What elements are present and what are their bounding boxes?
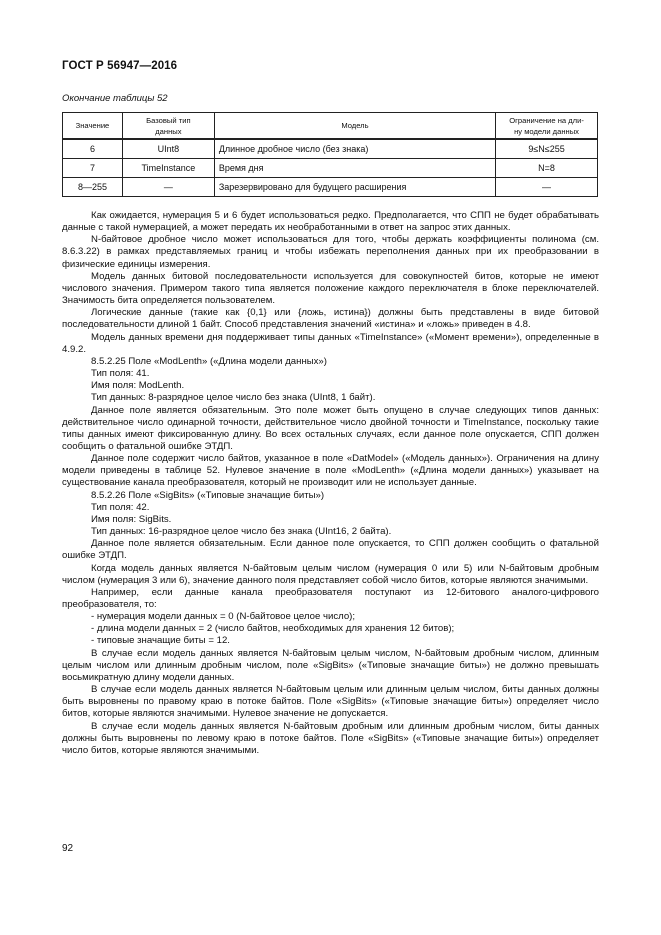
table-cell: Время дня: [214, 159, 495, 178]
body-text: [62, 210, 599, 757]
paragraph: Как ожидается, нумерация 5 и 6 будет использоваться редко. Предполагается, что СПП не будет обрабатывать данные с такой нумерацией, а может передать их необработанными в ответ на запрос этих данных.: [62, 210, 599, 234]
table-cell: 9≤N≤255: [496, 139, 598, 159]
column-header: Базовый тип данных: [122, 113, 214, 140]
table-cell: 8—255: [63, 178, 123, 197]
table-cell: Длинное дробное число (без знака): [214, 139, 495, 159]
table-cell: Зарезервировано для будущего расширения: [214, 178, 495, 197]
paragraph: Имя поля: ModLenth.: [91, 380, 185, 392]
table-cell: —: [122, 178, 214, 197]
data-model-table: [62, 112, 598, 197]
table-cell: N=8: [496, 159, 598, 178]
table-cell: TimeInstance: [122, 159, 214, 178]
column-header: Ограничение на дли- ну модели данных: [496, 113, 598, 140]
table-row: [63, 178, 598, 197]
paragraph: В случае если модель данных является N-байтовым целым числом, N-байтовым дробным числом, длинным целым числом или длинным дробным числом, поле «SigBits» («Типовые значащие биты») не должно превышать восьмикратную длину модели данных.: [62, 647, 599, 683]
paragraph: Например, если данные канала преобразователя поступают из 12-битового аналого-цифрового преобразователя, то:: [62, 586, 599, 610]
paragraph: N-байтовое дробное число может использоваться для того, чтобы держать коэффициенты полинома (см. 8.6.3.22) в рамках представляемых границ и чтобы избежать переполнения данных при их преобразовании в физические единицы измерения.: [62, 234, 599, 270]
paragraph: В случае если модель данных является N-байтовым дробным или длинным дробным числом, биты данных должны быть выровнены по левому краю в потоке байтов. Поле «SigBits» («Типовые значащие биты») определяет число битов, которые являются значимыми.: [62, 720, 599, 756]
paragraph: Данное поле содержит число байтов, указанное в поле «DatModel» («Модель данных»). Ограничения на длину модели приведены в таблице 52. Нулевое значение в поле «ModLenth» («Длина модели данных») указывает на существование канала преобразователя, который не производит или не использует данные.: [62, 453, 599, 489]
column-header: Модель: [214, 113, 495, 140]
paragraph: Тип поля: 41.: [91, 368, 150, 380]
paragraph: В случае если модель данных является N-байтовым целым или длинным целым числом, биты данных должны быть выровнены по правому краю в потоке байтов. Поле «SigBits» («Типовые значащие биты») определяет число битов, которые являются значимыми. Нулевое значение не допускается.: [62, 684, 599, 720]
paragraph: Модель данных времени дня поддерживает типы данных «TimeInstance» («Момент времени»), определенные в 4.9.2.: [62, 331, 599, 355]
list-item: - нумерация модели данных = 0 (N-байтовое целое число);: [91, 611, 356, 623]
list-item: - типовые значащие биты = 12.: [91, 635, 230, 647]
table-cell: 7: [63, 159, 123, 178]
section-heading: 8.5.2.25 Поле «ModLenth» («Длина модели данных»): [91, 355, 327, 367]
table-cell: UInt8: [122, 139, 214, 159]
list-item: - длина модели данных = 2 (число байтов, необходимых для хранения 12 битов);: [91, 623, 455, 635]
page-number: 92: [62, 843, 74, 854]
table-cell: —: [496, 178, 598, 197]
table-caption: Окончание таблицы 52: [62, 93, 168, 104]
paragraph: Логические данные (такие как {0,1} или {ложь, истина}) должны быть представлены в виде битовой последовательности длиной 1 байт. Способ представления значений «истина» и «ложь» приведен в 4.8.: [62, 307, 599, 331]
paragraph: Данное поле является обязательным. Если данное поле опускается, то СПП должен сообщить о фатальной ошибке ЭТДП.: [62, 538, 599, 562]
table-row: [63, 139, 598, 159]
paragraph: Данное поле является обязательным. Это поле может быть опущено в случае следующих типов данных: действительное число одинарной точности, действительное число двойной точности и TimeInstance, поскольку такие типы данных имеют фиксированную длину. Во всех остальных случаях, если данное поле опускается, СПП должен сообщить о фатальной ошибке ЭТДП.: [62, 404, 599, 452]
table-cell: 6: [63, 139, 123, 159]
column-header: Значение: [63, 113, 123, 140]
table-row: [63, 159, 598, 178]
paragraph: Тип поля: 42.: [91, 501, 150, 513]
paragraph: Тип данных: 16-разрядное целое число без знака (UInt16, 2 байта).: [91, 526, 392, 538]
paragraph: Имя поля: SigBits.: [91, 513, 172, 525]
table-header-row: [63, 113, 598, 140]
paragraph: Модель данных битовой последовательности используется для совокупностей битов, которые не имеют числового значения. Примером такого типа является положение каждого переключателя в блоке переключателей. Значимость бита определяется пользователем.: [62, 270, 599, 307]
paragraph: Когда модель данных является N-байтовым целым числом (нумерация 0 или 5) или N-байтовым дробным числом (нумерация 3 или 6), значение данного поля представляет собой число битов, которые являются значимыми.: [62, 562, 599, 586]
standard-title: ГОСТ Р 56947—2016: [62, 60, 178, 72]
section-heading: 8.5.2.26 Поле «SigBits» («Типовые значащие биты»): [91, 489, 325, 501]
paragraph: Тип данных: 8-разрядное целое число без знака (UInt8, 1 байт).: [91, 392, 376, 404]
